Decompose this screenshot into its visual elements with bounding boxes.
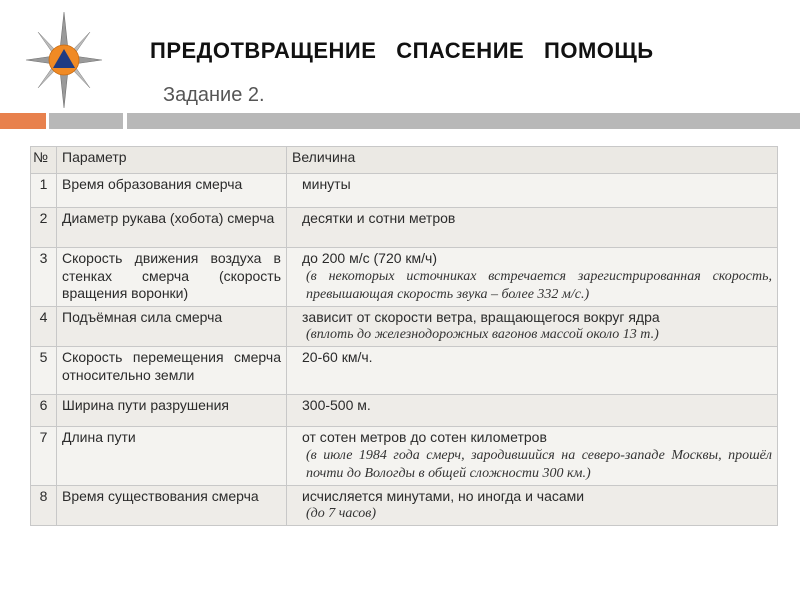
row-parameter: Диаметр рукава (хобота) смерча [57,208,287,248]
column-header-value: Величина [287,147,778,174]
row-number: 8 [31,485,57,526]
table-row [31,208,778,248]
row-value [287,395,778,427]
row-value-main: десятки и сотни метров [302,210,456,226]
table-row [31,306,778,347]
row-parameter: Время образования смерча [57,174,287,208]
row-number: 7 [31,427,57,486]
row-value-main: до 200 м/с (720 км/ч) [302,250,438,266]
row-value [287,208,778,248]
table-row [31,427,778,486]
row-number: 6 [31,395,57,427]
row-parameter: Подъёмная сила смерча [57,306,287,347]
row-value [287,347,778,395]
row-value-note: (в некоторых источниках встречается зарегистрированная скорость, превышающая скорость звука – более 332 м/с.) [306,268,772,302]
table-header-row [31,147,778,174]
tornado-parameters-table [30,146,778,526]
row-number: 1 [31,174,57,208]
table-row [31,395,778,427]
accent-band-orange [0,113,46,129]
row-value-main: 20-60 км/ч. [302,349,373,365]
table-row [31,485,778,526]
accent-band-gray-long [127,113,800,129]
row-number: 2 [31,208,57,248]
row-number: 4 [31,306,57,347]
row-parameter: Скорость перемещения смерча относительно земли [57,347,287,395]
row-value-note: (до 7 часов) [306,506,377,521]
row-value-main: 300-500 м. [302,397,371,413]
page-title: ПРЕДОТВРАЩЕНИЕ СПАСЕНИЕ ПОМОЩЬ [150,38,654,63]
row-value [287,174,778,208]
row-value [287,306,778,347]
row-value-main: исчисляется минутами, но иногда и часами [302,487,585,504]
task-subtitle: Задание 2. [163,84,265,106]
row-value-note: (в июле 1984 года смерч, зародившийся на северо-западе Москвы, прошёл почти до Вологды в общей сложности 300 км.) [306,447,772,481]
row-number: 3 [31,248,57,307]
table-row [31,248,778,307]
row-value-main: минуты [302,176,351,192]
row-value [287,427,778,486]
table-row [31,347,778,395]
row-value-main: от сотен метров до сотен километров [302,429,547,445]
accent-band-gray-short [49,113,123,129]
row-parameter: Скорость движения воздуха в стенках смерча (скорость вращения воронки) [57,248,287,307]
row-value [287,248,778,307]
row-parameter: Время существования смерча [57,485,287,526]
row-value-note: (вплоть до железнодорожных вагонов массой около 13 т.) [306,327,659,342]
column-header-parameter: Параметр [57,147,287,174]
row-value [287,485,778,526]
row-value-main: зависит от скорости ветра, вращающегося вокруг ядра [302,308,660,325]
row-parameter: Длина пути [57,427,287,486]
row-number: 5 [31,347,57,395]
row-parameter: Ширина пути разрушения [57,395,287,427]
emergency-star-emblem-icon [24,10,104,110]
column-header-number: № [31,147,57,174]
table-row [31,174,778,208]
